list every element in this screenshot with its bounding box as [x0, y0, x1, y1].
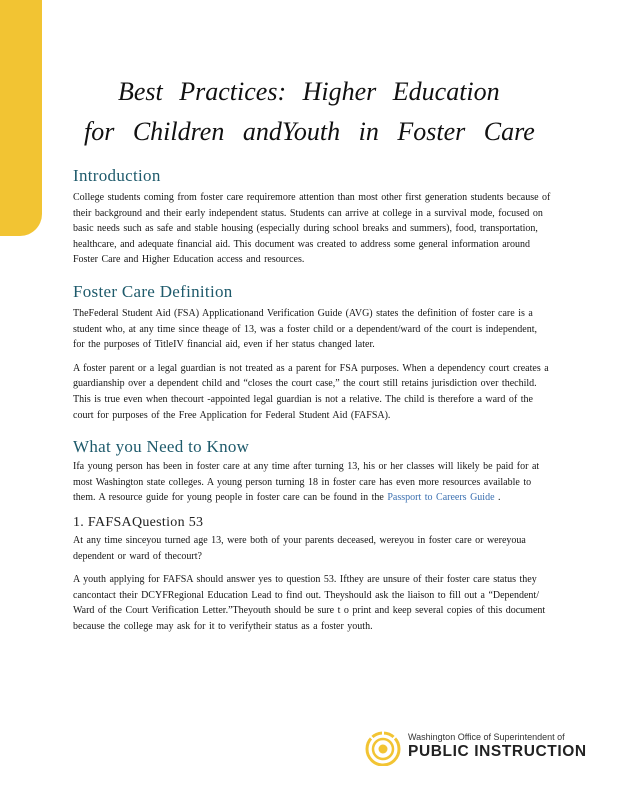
passport-guide-link[interactable]: Passport to Careers Guide: [387, 492, 495, 504]
need-to-know-paragraph: [73, 459, 551, 506]
title-line-2: for Children andYouth in Foster Care: [84, 117, 535, 146]
fafsa-guidance-paragraph: A youth applying for FAFSA should answer yes to question 53. Ifthey are unsure of their foster care status they cancontact their DCYFRegional Education Lead to find out. Theyshould ask the liaison to fill out a “Dependent/ Ward of the Court Verification Letter.”Theyouth should be sure t o print and keep several copies of this document because the college may ask for it to verifytheir status as a foster youth.: [73, 574, 546, 632]
foster-definition-paragraph: TheFederal Student Aid (FSA) Applicationand Verification Guide (AVG) states the definition of foster care is a student who, at any time since theage of 13, was a foster child or a dependent/ward of the court is independent, for the purposes of TitleIV financial aid, even if her status changed later.: [73, 307, 538, 351]
intro-heading: Introduction: [73, 166, 161, 185]
document-body: [73, 166, 551, 634]
fafsa-question-paragraph: At any time sinceyou turned age 13, were both of your parents deceased, wereyou in foster care or wereyoua dependent or ward of thecourt?: [73, 534, 526, 562]
intro-paragraph: College students coming from foster care requiremore attention than most other first generation students because of their background and their early independent status. Students can arrive at college in a survival mode, focused on basic needs such as safe and stable housing (especially during school breaks and summers), food, transportation, healthcare, and adequate financial aid. This document was created to address some general information around Foster Care and Higher Education access and resources.: [73, 192, 551, 266]
need-text-after: .: [494, 492, 501, 504]
title-line-1: Best Practices: Higher Education: [118, 77, 500, 106]
ospi-subtitle: Washington Office of Superintendent of: [408, 732, 565, 742]
page-title: [60, 72, 560, 152]
gold-accent-bar: [0, 0, 42, 236]
fafsa-question-heading: 1. FAFSAQuestion 53: [73, 514, 204, 530]
ospi-sunburst-icon: [364, 730, 402, 766]
ospi-logo: [364, 730, 587, 766]
ospi-name: PUBLIC INSTRUCTION: [408, 743, 587, 760]
need-text-before: Ifa young person has been in foster care at any time after turning 13, his or her classes will likely be paid for at most Washington state colleges. A young person turning 18 in foster care has even more resources available to them. A resource guide for young people in foster care can be found in the: [73, 461, 540, 504]
foster-care-heading: Foster Care Definition: [73, 281, 233, 301]
foster-guardian-paragraph: A foster parent or a legal guardian is not treated as a parent for FSA purposes. When a dependency court creates a guardianship over a dependent child and “closes the court case,” the court still retains jurisdiction over thechild. This is true even when thecourt -appointed legal guardian is not a relative. The child is therefore a ward of the court for purposes of the Free Application for Federal Student Aid (FAFSA).: [73, 362, 549, 421]
need-to-know-heading: What you Need to Know: [73, 437, 250, 457]
